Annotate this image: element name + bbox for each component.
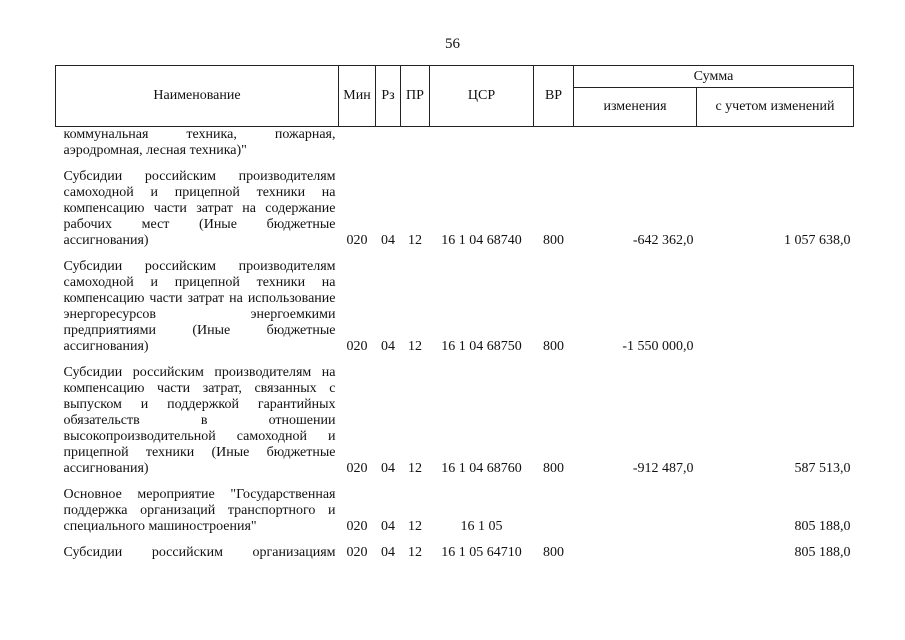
cell-pr: 12 (408, 519, 422, 534)
cell-total (697, 127, 854, 160)
cell-min: 020 (346, 545, 368, 560)
header-sum: Сумма (574, 66, 854, 88)
cell-csr (430, 127, 534, 160)
header-csr: ЦСР (430, 66, 534, 127)
cell-change: -912 487,0 (632, 461, 694, 476)
header-rz: Рз (376, 66, 401, 127)
cell-vr (534, 127, 574, 160)
cell-total: 587 513,0 (794, 461, 851, 476)
cell-rz: 04 (381, 339, 395, 354)
cell-csr: 16 1 04 68740 (441, 233, 522, 248)
cell-csr: 16 1 04 68760 (441, 461, 522, 476)
cell-csr: 16 1 05 (460, 519, 503, 534)
cell-name: коммунальная техника, пожарная, аэродромная, лесная техника)" (63, 127, 336, 158)
cell-total: 805 188,0 (794, 545, 851, 560)
cell-vr: 800 (543, 461, 564, 476)
cell-name: Основное мероприятие "Государственная поддержка организаций транспортного и специального машиностроения" (63, 487, 336, 534)
header-with-change: с учетом изменений (697, 88, 854, 127)
cell-change: -1 550 000,0 (622, 339, 694, 354)
cell-pr: 12 (408, 339, 422, 354)
cell-min: 020 (346, 339, 368, 354)
cell-rz: 04 (381, 233, 395, 248)
header-vr: ВР (534, 66, 574, 127)
table-row (56, 169, 854, 249)
cell-change (574, 487, 697, 535)
cell-pr: 12 (408, 545, 422, 560)
cell-name: Субсидии российским производителям самоходной и прицепной техники на компенсацию части затрат на использование энергоресурсов энергоемкими предприятиями (Иные бюджетные ассигнования) (63, 259, 336, 354)
cell-rz: 04 (381, 545, 395, 560)
cell-change: -642 362,0 (632, 233, 694, 248)
header-min: Мин (339, 66, 376, 127)
cell-rz: 04 (381, 519, 395, 534)
cell-name: Субсидии российским организациям (63, 545, 336, 560)
cell-rz (376, 127, 401, 160)
cell-total: 1 057 638,0 (784, 233, 851, 248)
header-name: Наименование (56, 66, 339, 127)
cell-vr: 800 (543, 339, 564, 354)
cell-vr (534, 487, 574, 535)
cell-pr (401, 127, 430, 160)
cell-name: Субсидии российским производителям на компенсацию части затрат, связанных с выпуском и поддержкой гарантийных обязательств в отношении высокопроизводительной самоходной и прицепной техники (Иные бюджетные ассигнования) (63, 365, 336, 476)
page-number: 56 (445, 36, 460, 52)
cell-pr: 12 (408, 461, 422, 476)
table-row (56, 127, 854, 160)
table-row (56, 545, 854, 561)
header-pr: ПР (401, 66, 430, 127)
cell-pr: 12 (408, 233, 422, 248)
table-row (56, 487, 854, 535)
cell-total: 805 188,0 (794, 519, 851, 534)
cell-name: Субсидии российским производителям самоходной и прицепной техники на компенсацию части затрат на содержание рабочих мест (Иные бюджетные ассигнования) (63, 169, 336, 248)
cell-vr: 800 (543, 233, 564, 248)
cell-csr: 16 1 04 68750 (441, 339, 522, 354)
cell-csr: 16 1 05 64710 (441, 545, 522, 560)
cell-total (697, 259, 854, 355)
table-header (56, 66, 854, 127)
table-row (56, 259, 854, 355)
cell-min (339, 127, 376, 160)
cell-change (574, 127, 697, 160)
cell-change (574, 545, 697, 561)
cell-min: 020 (346, 461, 368, 476)
cell-rz: 04 (381, 461, 395, 476)
table-row (56, 365, 854, 477)
cell-vr: 800 (543, 545, 564, 560)
cell-min: 020 (346, 233, 368, 248)
header-change: изменения (574, 88, 697, 127)
budget-table (55, 65, 854, 561)
cell-min: 020 (346, 519, 368, 534)
